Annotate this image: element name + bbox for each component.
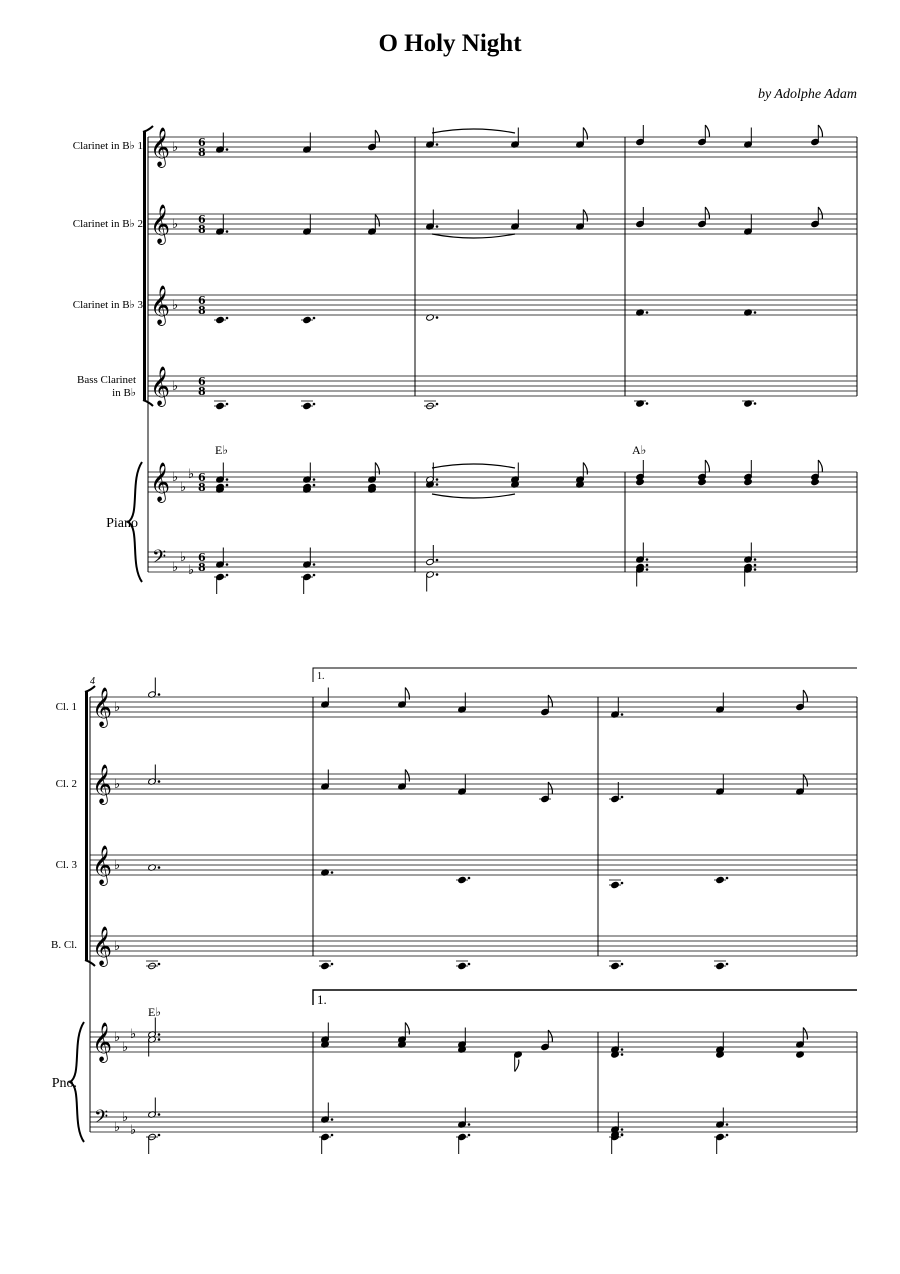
time-signature-denominator: 8 <box>198 385 206 398</box>
flat-sign-icon: ♭ <box>188 563 195 578</box>
treble-clef-icon: 𝄞 <box>150 285 171 325</box>
treble-clef-icon: 𝄞 <box>150 127 171 167</box>
augmentation-dot <box>646 568 649 571</box>
augmentation-dot <box>468 1123 471 1126</box>
augmentation-dot <box>158 1134 161 1137</box>
flat-sign-icon: ♭ <box>114 1120 121 1135</box>
augmentation-dot <box>754 568 757 571</box>
augmentation-dot <box>313 574 316 577</box>
instrument-label-clarinet-2: Clarinet in B♭ 2 <box>72 218 143 230</box>
flat-sign-icon: ♭ <box>114 777 121 792</box>
tie <box>432 129 515 133</box>
augmentation-dot <box>436 478 439 481</box>
treble-clef-icon: 𝄞 <box>92 687 113 727</box>
note-flag <box>405 688 409 700</box>
instrument-label-piano-short: Pno. <box>51 1076 77 1091</box>
flat-sign-icon: ♭ <box>188 467 195 482</box>
note-flag <box>705 125 709 137</box>
augmentation-dot <box>726 963 729 966</box>
augmentation-dot <box>468 963 471 966</box>
augmentation-dot <box>226 230 229 233</box>
volta-bracket <box>313 668 857 682</box>
augmentation-dot <box>436 403 439 406</box>
note-flag <box>375 130 379 142</box>
instrument-label-clarinet-3-short: Cl. 3 <box>55 859 77 871</box>
note-flag <box>375 463 379 475</box>
augmentation-dot <box>331 1134 334 1137</box>
augmentation-dot <box>468 877 471 880</box>
tie <box>432 464 515 468</box>
augmentation-dot <box>313 563 316 566</box>
note-flag <box>705 460 709 472</box>
flat-sign-icon: ♭ <box>172 298 179 313</box>
flat-sign-icon: ♭ <box>114 939 121 954</box>
augmentation-dot <box>754 558 757 561</box>
time-signature-denominator: 8 <box>198 223 206 236</box>
time-signature-numerator: 6 <box>198 213 206 226</box>
treble-clef-icon: 𝄞 <box>92 926 113 966</box>
augmentation-dot <box>158 1113 161 1116</box>
instrument-label-piano: Piano <box>106 516 138 531</box>
treble-clef-icon: 𝄞 <box>92 764 113 804</box>
augmentation-dot <box>436 573 439 576</box>
note-flag <box>818 207 822 219</box>
augmentation-dot <box>313 317 316 320</box>
augmentation-dot <box>468 1134 471 1137</box>
note-flag <box>818 460 822 472</box>
time-signature-numerator: 6 <box>198 551 206 564</box>
composer-credit: by Adolphe Adam <box>757 87 857 102</box>
instrument-label-bass-clarinet-short: B. Cl. <box>51 939 77 951</box>
flat-sign-icon: ♭ <box>172 217 179 232</box>
instrument-label-clarinet-1: Clarinet in B♭ 1 <box>72 140 143 152</box>
instrument-label-clarinet-1-short: Cl. 1 <box>55 701 77 713</box>
note-flag <box>818 125 822 137</box>
instrument-label-bass-clarinet-key: in B♭ <box>112 387 136 399</box>
flat-sign-icon: ♭ <box>114 1030 121 1045</box>
augmentation-dot <box>726 877 729 880</box>
time-signature-denominator: 8 <box>198 304 206 317</box>
note-flag <box>405 770 409 782</box>
augmentation-dot <box>754 311 757 314</box>
augmentation-dot <box>226 317 229 320</box>
augmentation-dot <box>436 483 439 486</box>
instrument-label-clarinet-2-short: Cl. 2 <box>55 778 77 790</box>
volta-label: 1. <box>317 671 325 682</box>
augmentation-dot <box>621 882 624 885</box>
flat-sign-icon: ♭ <box>180 550 187 565</box>
note-flag <box>803 775 807 787</box>
augmentation-dot <box>621 1053 624 1056</box>
augmentation-dot <box>158 780 161 783</box>
augmentation-dot <box>646 311 649 314</box>
augmentation-dot <box>226 484 229 487</box>
augmentation-dot <box>754 402 757 405</box>
flat-sign-icon: ♭ <box>180 480 187 495</box>
augmentation-dot <box>331 871 334 874</box>
time-signature-numerator: 6 <box>198 375 206 388</box>
augmentation-dot <box>436 559 439 562</box>
flat-sign-icon: ♭ <box>172 560 179 575</box>
note-flag <box>803 690 807 702</box>
augmentation-dot <box>646 402 649 405</box>
augmentation-dot <box>158 866 161 869</box>
flat-sign-icon: ♭ <box>122 1040 129 1055</box>
augmentation-dot <box>726 1123 729 1126</box>
augmentation-dot <box>313 403 316 406</box>
note-flag <box>583 463 587 475</box>
note-flag <box>375 215 379 227</box>
tie <box>432 494 515 498</box>
piano-brace <box>70 1022 84 1142</box>
augmentation-dot <box>226 403 229 406</box>
note-flag <box>405 1023 409 1035</box>
piano-brace <box>128 462 142 582</box>
time-signature-numerator: 6 <box>198 471 206 484</box>
augmentation-dot <box>226 478 229 481</box>
score-title: O Holy Night <box>378 30 522 57</box>
treble-clef-icon: 𝄞 <box>92 1022 113 1062</box>
treble-clef-icon: 𝄞 <box>92 845 113 885</box>
augmentation-dot <box>158 963 161 966</box>
augmentation-dot <box>436 316 439 319</box>
augmentation-dot <box>726 1134 729 1137</box>
augmentation-dot <box>226 563 229 566</box>
flat-sign-icon: ♭ <box>172 470 179 485</box>
treble-clef-icon: 𝄞 <box>150 204 171 244</box>
augmentation-dot <box>646 564 649 567</box>
tie <box>432 234 515 238</box>
chord-symbol: E♭ <box>148 1005 161 1019</box>
note-flag <box>705 207 709 219</box>
time-signature-numerator: 6 <box>198 294 206 307</box>
flat-sign-icon: ♭ <box>114 700 121 715</box>
volta-label: 1. <box>317 992 327 1007</box>
augmentation-dot <box>313 484 316 487</box>
flat-sign-icon: ♭ <box>172 379 179 394</box>
bass-clef-icon: 𝄢 <box>152 547 167 572</box>
augmentation-dot <box>158 1033 161 1036</box>
time-signature-denominator: 8 <box>198 481 206 494</box>
augmentation-dot <box>646 558 649 561</box>
flat-sign-icon: ♭ <box>172 140 179 155</box>
augmentation-dot <box>621 963 624 966</box>
bass-clef-icon: 𝄢 <box>94 1107 109 1132</box>
ensemble-bracket <box>85 692 88 960</box>
chord-symbol: A♭ <box>632 443 647 457</box>
time-signature-numerator: 6 <box>198 136 206 149</box>
flat-sign-icon: ♭ <box>130 1027 137 1042</box>
treble-clef-icon: 𝄞 <box>150 462 171 502</box>
augmentation-dot <box>621 1134 624 1137</box>
augmentation-dot <box>226 148 229 151</box>
augmentation-dot <box>754 564 757 567</box>
ensemble-bracket <box>143 132 146 400</box>
note-flag <box>583 128 587 140</box>
time-signature-denominator: 8 <box>198 561 206 574</box>
instrument-label-bass-clarinet: Bass Clarinet <box>77 374 136 386</box>
measure-number: 4 <box>90 676 95 687</box>
note-flag <box>803 1028 807 1040</box>
augmentation-dot <box>621 796 624 799</box>
augmentation-dot <box>436 143 439 146</box>
augmentation-dot <box>436 225 439 228</box>
augmentation-dot <box>226 574 229 577</box>
flat-sign-icon: ♭ <box>122 1110 129 1125</box>
treble-clef-icon: 𝄞 <box>150 366 171 406</box>
augmentation-dot <box>158 693 161 696</box>
flat-sign-icon: ♭ <box>130 1123 137 1138</box>
note-flag <box>515 1060 519 1072</box>
augmentation-dot <box>331 1118 334 1121</box>
instrument-label-clarinet-3: Clarinet in B♭ 3 <box>72 299 143 311</box>
augmentation-dot <box>621 1048 624 1051</box>
augmentation-dot <box>621 713 624 716</box>
augmentation-dot <box>621 1128 624 1131</box>
note-flag <box>583 210 587 222</box>
volta-bracket <box>313 990 857 1005</box>
flat-sign-icon: ♭ <box>114 858 121 873</box>
augmentation-dot <box>313 478 316 481</box>
augmentation-dot <box>331 963 334 966</box>
chord-symbol: E♭ <box>215 443 228 457</box>
augmentation-dot <box>158 1038 161 1041</box>
time-signature-denominator: 8 <box>198 146 206 159</box>
